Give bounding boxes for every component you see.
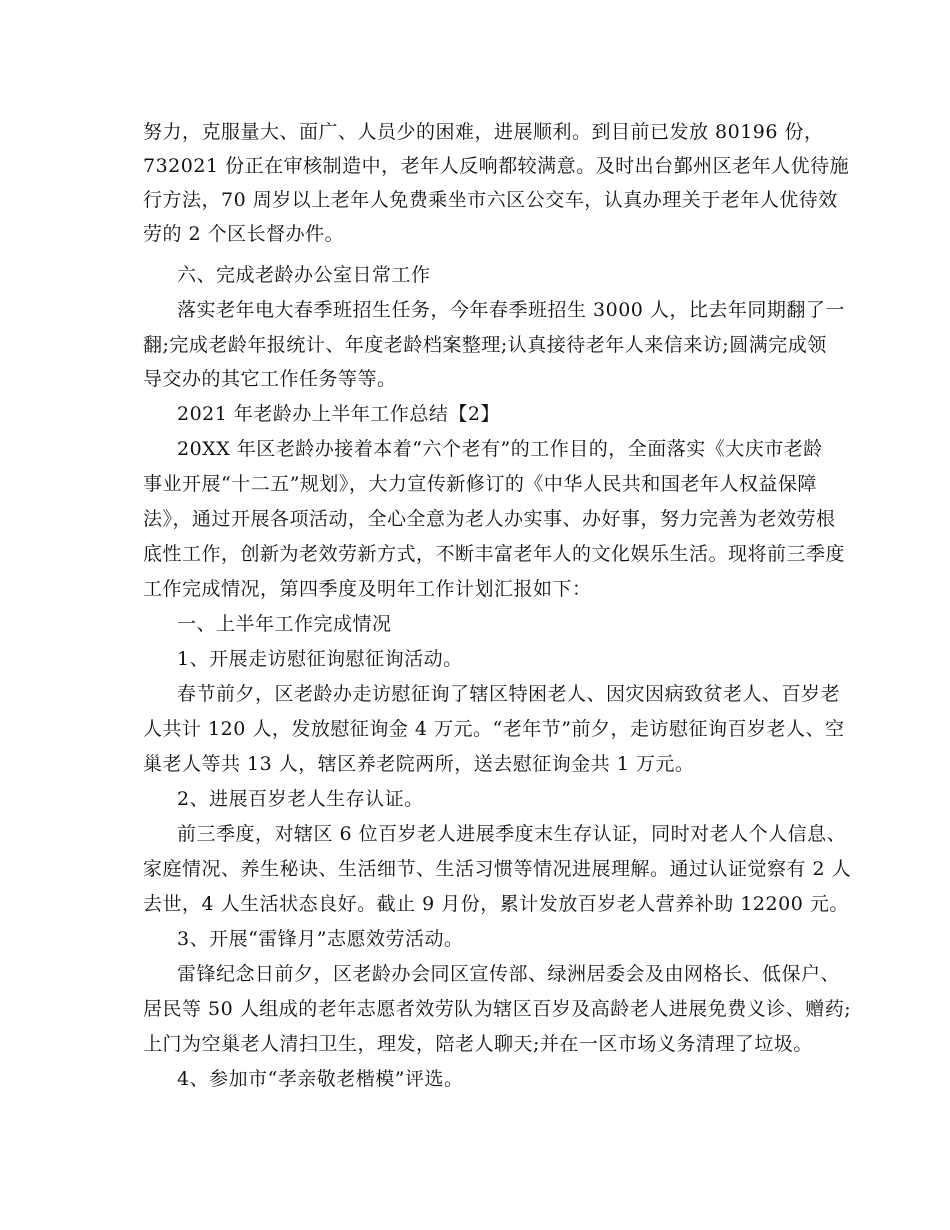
subsection-heading: 2、进展百岁老人生存认证。 — [177, 788, 424, 810]
body-text-line: 雷锋纪念日前夕，区老龄办会同区宣传部、绿洲居委会及由网格长、低保户、 — [177, 963, 841, 985]
body-text-line: 法》，通过开展各项活动，全心全意为老人办实事、办好事，努力完善为老效劳根 — [143, 508, 836, 530]
body-text-line: 巢老人等共 13 人，辖区养老院两所，送去慰征询金共 1 万元。 — [143, 753, 695, 775]
body-text-line: 20XX 年区老龄办接着本着“六个老有”的工作目的，全面落实《大庆市老龄 — [177, 438, 823, 460]
body-text-line: 事业开展“十二五”规划》，大力宣传新修订的《中华人民共和国老年人权益保障 — [143, 473, 817, 495]
body-text-line: 人共计 120 人，发放慰征询金 4 万元。“老年节”前夕，走访慰征询百岁老人、空 — [143, 718, 845, 740]
subsection-heading: 3、开展“雷锋月”志愿效劳活动。 — [177, 928, 464, 950]
body-text-line: 努力，克服量大、面广、人员少的困难，进展顺利。到目前已发放 80196 份， — [143, 121, 824, 143]
body-text-line: 前三季度，对辖区 6 位百岁老人进展季度末生存认证，同时对老人个人信息、 — [177, 823, 847, 845]
document-subtitle: 2021 年老龄办上半年工作总结【2】 — [177, 403, 500, 425]
body-text-line: 工作完成情况，第四季度及明年工作计划汇报如下： — [143, 578, 592, 600]
body-text-line: 去世，4 人生活状态良好。截止 9 月份，累计发放百岁老人营养补助 12200 元。 — [143, 893, 849, 915]
body-text-line: 导交办的其它工作任务等等。 — [143, 368, 397, 390]
subsection-heading: 4、参加市“孝亲敬老楷模”评选。 — [177, 1068, 464, 1090]
subsection-heading: 1、开展走访慰征询慰征询活动。 — [177, 648, 463, 670]
body-text-line: 落实老年电大春季班招生任务，今年春季班招生 3000 人，比去年同期翻了一 — [177, 299, 845, 321]
body-text-line: 春节前夕，区老龄办走访慰征询了辖区特困老人、因灾因病致贫老人、百岁老 — [177, 683, 841, 705]
section-heading: 一、上半年工作完成情况 — [177, 613, 392, 635]
section-heading: 六、完成老龄办公室日常工作 — [177, 264, 431, 286]
body-text-line: 行方法，70 周岁以上老年人免费乘坐市六区公交车，认真办理关于老年人优待效 — [143, 189, 838, 211]
body-text-line: 732021 份正在审核制造中，老年人反响都较满意。及时出台鄞州区老年人优待施 — [143, 155, 850, 177]
body-text-line: 居民等 50 人组成的老年志愿者效劳队为辖区百岁及高龄老人进展免费义诊、赠药; — [143, 998, 852, 1020]
body-text-line: 上门为空巢老人清扫卫生，理发，陪老人聊天;并在一区市场义务清理了垃圾。 — [143, 1033, 813, 1055]
body-text-line: 家庭情况、养生秘诀、生活细节、生活习惯等情况进展理解。通过认证觉察有 2 人 — [143, 858, 852, 880]
body-text-line: 底性工作，创新为老效劳新方式，不断丰富老年人的文化娱乐生活。现将前三季度 — [143, 543, 846, 565]
body-text-line: 劳的 2 个区长督办件。 — [143, 223, 345, 245]
body-text-line: 翻;完成老龄年报统计、年度老龄档案整理;认真接待老年人来信来访;圆满完成领 — [143, 334, 827, 356]
